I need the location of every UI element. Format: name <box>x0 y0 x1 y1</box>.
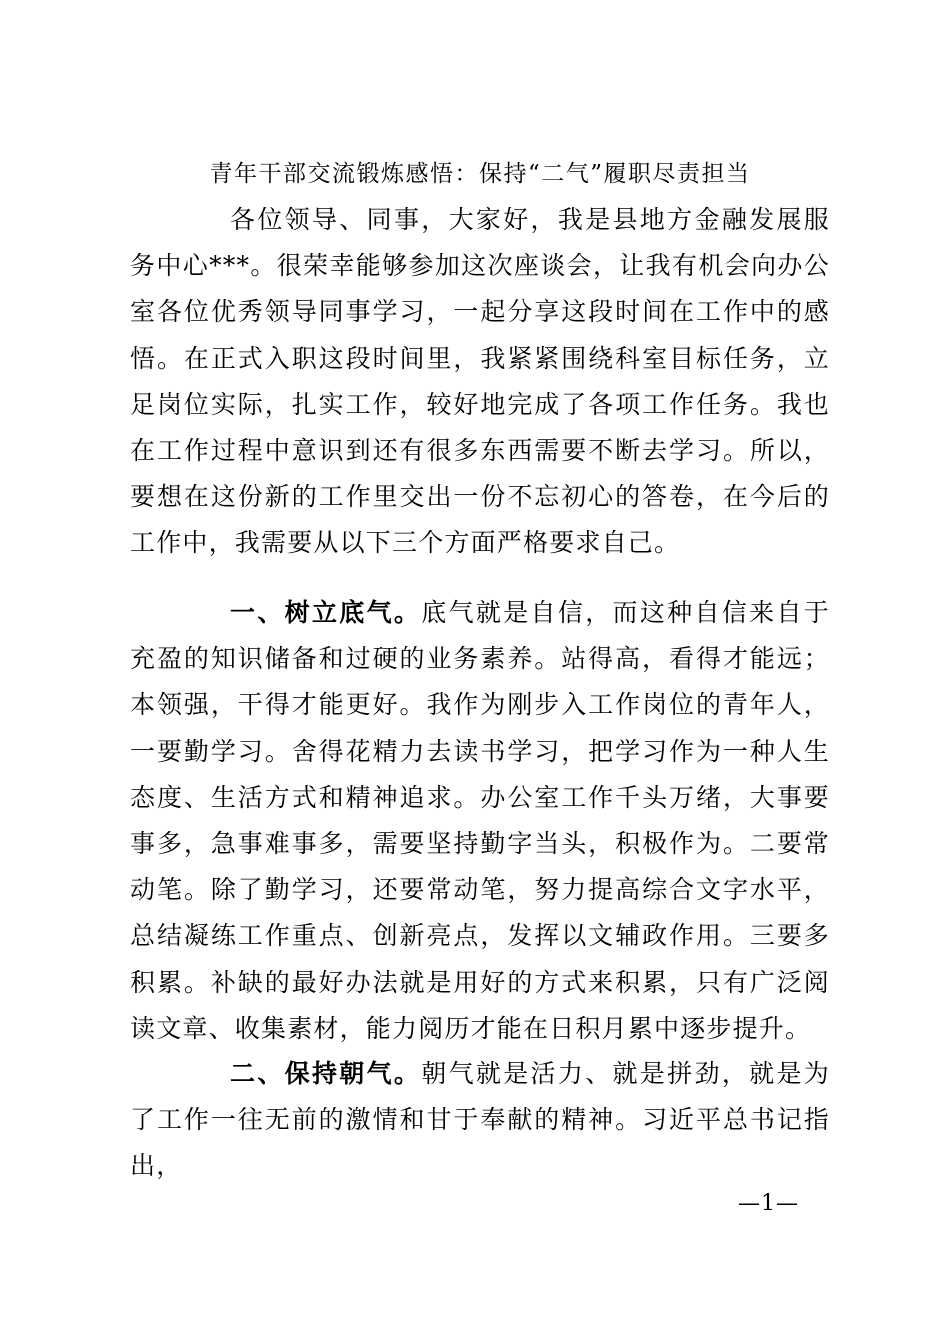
section-heading: 二、保持朝气。 <box>230 1059 422 1088</box>
section-paragraph <box>130 590 830 1052</box>
document-title: 青年干部交流锻炼感悟：保持“二气”履职尽责担当 <box>209 161 751 187</box>
section-body: 朝气就是活力、就是拼劲，就是为了工作一往无前的激情和甘于奉献的精神。习近平总书记指出， <box>130 1059 830 1181</box>
page-number: —1— <box>738 1191 799 1216</box>
section-paragraph <box>130 1051 830 1190</box>
intro-paragraph: 各位领导、同事，大家好，我是县地方金融发展服务中心***。很荣幸能够参加这次座谈会，让我有机会向办公室各位优秀领导同事学习，一起分享这段时间在工作中的感悟。在正式入职这段时间里，我紧紧围绕科室目标任务，立足岗位实际，扎实工作，较好地完成了各项工作任务。我也在工作过程中意识到还有很多东西需要不断去学习。所以，要想在这份新的工作里交出一份不忘初心的答卷，在今后的工作中，我需要从以下三个方面严格要求自己。 <box>130 205 830 558</box>
section-heading: 一、树立底气。 <box>230 598 422 627</box>
section-body: 底气就是自信，而这种自信来自于充盈的知识储备和过硬的业务素养。站得高，看得才能远；本领强，干得才能更好。我作为刚步入工作岗位的青年人，一要勤学习。舍得花精力去读书学习，把学习作为一种人生态度、生活方式和精神追求。办公室工作千头万绪，大事要事多，急事难事多，需要坚持勤字当头，积极作为。二要常动笔。除了勤学习，还要常动笔，努力提高综合文字水平，总结凝练工作重点、创新亮点，发挥以文辅政作用。三要多积累。补缺的最好办法就是用好的方式来积累，只有广泛阅读文章、收集素材，能力阅历才能在日积月累中逐步提升。 <box>130 598 830 1043</box>
